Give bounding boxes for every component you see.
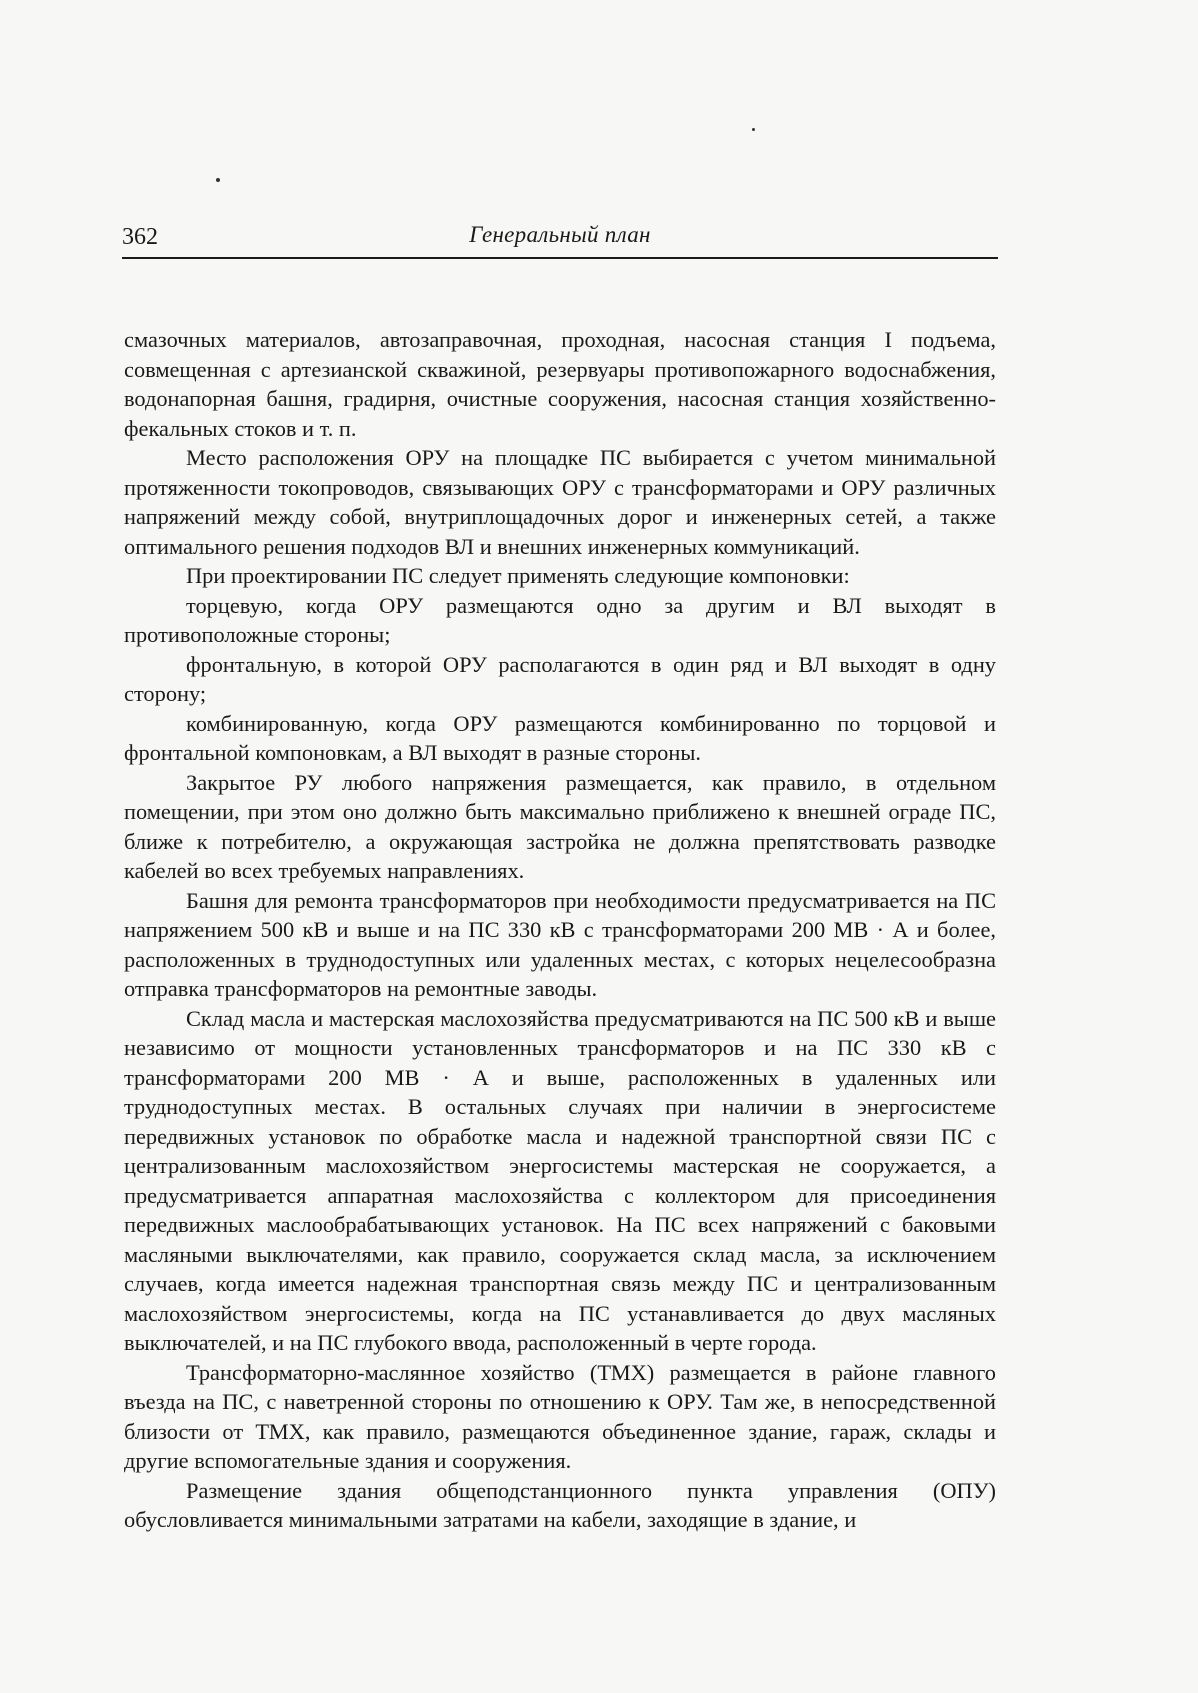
body-text xyxy=(124,325,996,1535)
paragraph: смазочных материалов, автозаправочная, проходная, насосная станция I подъема, совмещенная с артезианской скважиной, резервуары противопожарного водоснабжения, водонапорная башня, градирня, очистные сооружения, насосная станция хозяйственно-фекальных стоков и т. п. xyxy=(124,327,996,441)
list-item: торцевую, когда ОРУ размещаются одно за другим и ВЛ выходят в противоположные стороны; xyxy=(124,592,996,647)
page-header xyxy=(122,222,998,262)
paragraph: При проектировании ПС следует применять следующие компоновки: xyxy=(186,563,850,588)
paragraph: Трансформаторно-маслянное хозяйство (ТМХ) размещается в районе главного въезда на ПС, с наветренной стороны по отношению к ОРУ. Там же, в непосредственной близости от ТМХ, как правило, размещаются объединенное здание, гараж, склады и другие вспомогательные здания и сооружения. xyxy=(124,1359,996,1473)
page-number: 362 xyxy=(122,224,158,250)
list-item: фронтальную, в которой ОРУ располагаются в один ряд и ВЛ выходят в одну сторону; xyxy=(124,651,996,706)
header-rule xyxy=(122,257,998,259)
paragraph: Склад масла и мастерская маслохозяйства предусматриваются на ПС 500 кВ и выше независимо от мощности установленных трансформаторов и на ПС 330 кВ с трансформаторами 200 МВ · А и выше, расположенных в удаленных или труднодоступных местах. В остальных случаях при наличии в энергосистеме передвижных установок по обработке масла и надежной транспортной связи ПС с централизованным маслохозяйством энергосистемы мастерская не сооружается, а предусматривается аппаратная маслохозяйства с коллектором для присоединения передвижных маслообрабатывающих установок. На ПС всех напряжений с баковыми масляными выключателями, как правило, сооружается склад масла, за исключением случаев, когда имеется надежная транспортная связь между ПС и централизованным маслохозяйством энергосистемы, когда на ПС устанавливается до двух масляных выключателей, и на ПС глубокого ввода, расположенный в черте города. xyxy=(124,1005,996,1355)
paragraph: Размещение здания общеподстанционного пункта управления (ОПУ) обусловливается минимальными затратами на кабели, заходящие в здание, и xyxy=(124,1477,996,1532)
running-title: Генеральный план xyxy=(469,222,651,247)
list-item: комбинированную, когда ОРУ размещаются комбинированно по торцовой и фронтальной компоновкам, а ВЛ выходят в разные стороны. xyxy=(124,710,996,765)
paragraph: Закрытое РУ любого напряжения размещается, как правило, в отдельном помещении, при этом оно должно быть максимально приближено к внешней ограде ПС, ближе к потребителю, а окружающая застройка не должна препятствовать разводке кабелей во всех требуемых направлениях. xyxy=(124,769,996,883)
scan-speck xyxy=(216,178,220,182)
paragraph: Башня для ремонта трансформаторов при необходимости предусматривается на ПС напряжением 500 кВ и выше и на ПС 330 кВ с трансформаторами 200 МВ · А и более, расположенных в труднодоступных или удаленных местах, с которых нецелесообразна отправка трансформаторов на ремонтные заводы. xyxy=(124,887,996,1001)
paragraph: Место расположения ОРУ на площадке ПС выбирается с учетом минимальной протяженности токопроводов, связывающих ОРУ с трансформаторами и ОРУ различных напряжений между собой, внутриплощадочных дорог и инженерных сетей, а также оптимального решения подходов ВЛ и внешних инженерных коммуникаций. xyxy=(124,445,996,559)
scan-speck xyxy=(752,128,755,131)
